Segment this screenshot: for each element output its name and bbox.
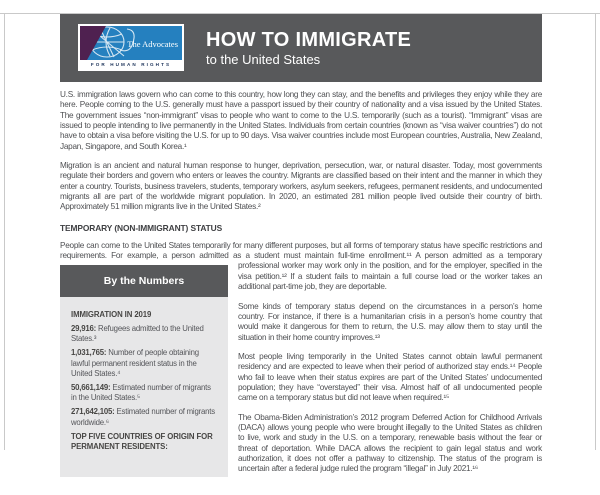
page-title: HOW TO IMMIGRATE [206, 28, 412, 51]
stat-number: 1,031,765: [71, 348, 107, 358]
page-subtitle: to the United States [206, 51, 321, 67]
stat-text: Estimated number of migrants in the United States.⁵ [71, 383, 211, 403]
page-edge-top [0, 13, 600, 14]
by-the-numbers-sidebar [60, 265, 228, 495]
stat-text: Number of people obtaining lawful permanent resident status in the United States.⁴ [71, 348, 199, 378]
stat-number: 271,642,105: [71, 407, 115, 417]
logo-tagline: FOR HUMAN RIGHTS [80, 60, 182, 69]
page-edge-left [4, 13, 5, 450]
section-paragraph-1: People can come to the United States temporarily for many different purposes, but all forms of temporary status have specific restrictions and requirements. For example, a person admitted as a student must maintain full-time enrollment.¹¹ A person admitted as a temporary professional worker may work only in the position, and for the employer, specified in the visa petition.¹² If a student fails to maintain a full course load or the worker takes an additional part-time job, they are deportable. [60, 240, 542, 292]
stat-text: Estimated number of migrants worldwide.⁶ [71, 407, 215, 427]
section-paragraph-4: The Obama-Biden Administration’s 2012 program Deferred Action for Childhood Arrivals (DACA) allows young people who were brought illegally to the United States as children to live, work and study in the U.S. on a temporary, renewable basis without the fear or threat of deportation. While DACA allows the recipient to gain legal status and work authorization, it does not offer a pathway to citizenship. The status of the program is uncertain after a federal judge ruled the program “illegal” in July 2021.¹⁶ [238, 412, 542, 474]
advocates-logo [78, 24, 184, 71]
stat-item-migrants-worldwide [71, 407, 217, 427]
section-paragraph-3: Most people living temporarily in the United States cannot obtain lawful permanent residency and are expected to leave when their period of authorized stay ends.¹⁴ People who fail to leave when their status expires are part of the United States’ undocumented population; they have “overstayed” their visa. Almost half of all undocumented people came on a temporary status but did not leave when required.¹⁵ [238, 351, 542, 403]
stat-item-migrants-us [71, 383, 217, 403]
document-page [0, 13, 600, 474]
globe-icon [80, 26, 182, 60]
intro-paragraph-1: U.S. immigration laws govern who can come to this country, how long they can stay, and the benefits and privileges they enjoy while they are here. People coming to the U.S. generally must have a passport issued by their country of nationality and a visa issued by the United States. The government issues “non-immigrant” visas to people who want to come to the U.S. temporarily (such as a tourist). “Immigrant” visas are issued to people intending to live permanently in the United States. Individuals from certain countries (known as “visa waiver countries”) do not have to obtain a visa before visiting the U.S. for up to 90 days. Visa waiver countries include most European countries, Australia, New Zealand, Japan, Singapore, and South Korea.¹ [60, 90, 542, 151]
sidebar-subheading: IMMIGRATION IN 2019 [71, 309, 152, 319]
stat-item-refugees [71, 324, 217, 344]
section-heading: TEMPORARY (NON-IMMIGRANT) STATUS [60, 222, 223, 233]
stat-text: Refugees admitted to the United States.³ [71, 323, 204, 344]
sidebar-footer-heading: TOP FIVE COUNTRIES OF ORIGIN FOR PERMANENT RESIDENTS: [71, 431, 213, 452]
document-body [60, 90, 542, 475]
section-body [60, 241, 542, 475]
document-header [60, 13, 542, 82]
section-paragraph-2: Some kinds of temporary status depend on the circumstances in a person’s home country. For instance, if there is a humanitarian crisis in a person’s home country that would make it dangerous for them to return, the U.S. may allow them to stay until the situation in their home country improves.¹³ [238, 301, 542, 342]
stat-number: 29,916: [71, 323, 97, 333]
page-edge-right [595, 13, 596, 450]
sidebar-title: By the Numbers [60, 265, 228, 297]
logo-name: The Advocates [127, 39, 178, 49]
stat-number: 50,661,149: [71, 383, 111, 392]
intro-paragraph-2: Migration is an ancient and natural human response to hunger, deprivation, persecution, war, or natural disaster. Today, most governments regulate their borders and govern who enters or leaves the country. Migrants are classified based on their intent and the manner in which they enter a country. Tourists, business travelers, students, temporary workers, asylum seekers, refugees, permanent residents, and undocumented migrants all are part of the worldwide migrant population. In 2020, an estimated 281 million people lived outside their country of birth. Approximately 51 million migrants live in the United States.² [60, 161, 542, 212]
page-content [60, 13, 542, 475]
header-titles [206, 29, 411, 67]
sidebar-body [60, 297, 228, 477]
stat-item-permanent-residents [71, 348, 217, 379]
